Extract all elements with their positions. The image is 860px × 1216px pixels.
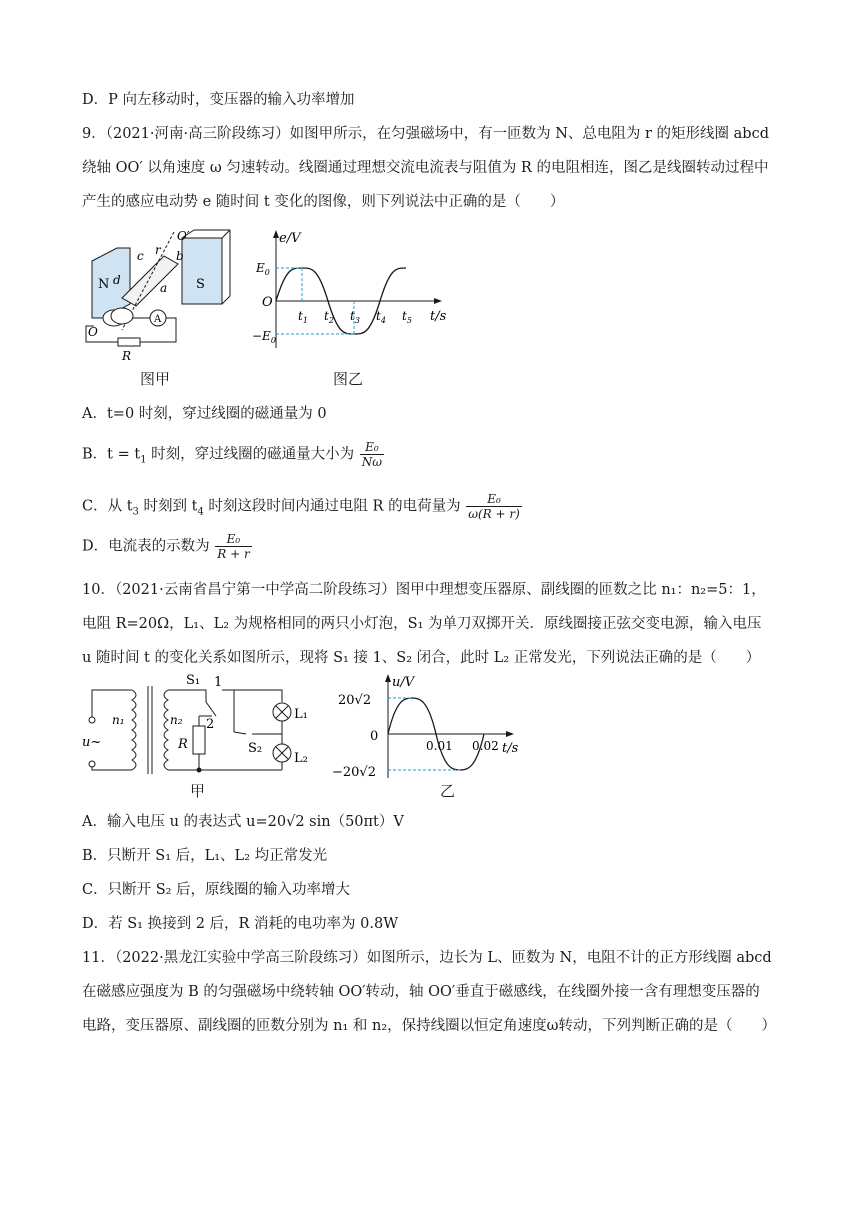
q10-fig2-caption: 乙: [440, 782, 456, 800]
fig-s2-label: S₂: [248, 741, 263, 756]
fig2-label-origin: O: [262, 295, 273, 310]
q10-stem-line3: u 随时间 t 的变化关系如图所示，现将 S₁ 接 1、S₂ 闭合，此时 L₂ 正常发光，下列说法正确的是（ ）: [82, 650, 761, 666]
fig2-tick-t5: $t_5$: [402, 309, 412, 325]
q10-option-b: B．只断开 S₁ 后，L₁、L₂ 均正常发光: [82, 848, 328, 864]
fig-x-002: 0.02: [472, 739, 499, 753]
q9-figure-emf-graph: [252, 228, 482, 358]
fig2-axis-t: t/s: [430, 309, 447, 324]
fig1-label-O: O: [88, 325, 98, 339]
fig1-label-c: c: [137, 249, 144, 263]
fig-r-label: R: [178, 737, 188, 752]
fig2-axis-e: e/V: [279, 231, 301, 246]
q9-fig2-caption: 图乙: [333, 370, 364, 388]
fig-x-001: 0.01: [426, 739, 453, 753]
fig-u-origin: 0: [370, 729, 379, 744]
fig-l2-label: L₂: [294, 751, 308, 766]
fig-u-top: 20√2: [338, 693, 372, 708]
q11-stem-line2: 在磁感应强度为 B 的匀强磁场中绕转轴 OO′转动，轴 OO′垂直于磁感线，在线圈外接一含有理想变压器的: [82, 984, 760, 1000]
fig2-tick-t1: $t_1$: [298, 309, 308, 325]
q9-option-d: D．电流表的示数为 $\frac{\text{E₀}}{R + r}$: [82, 532, 250, 561]
q9-stem-line3: 产生的感应电动势 e 随时间 t 变化的图像，则下列说法中正确的是（ ）: [82, 194, 565, 210]
fig-u-label: u~: [82, 735, 102, 750]
fig1-label-d: d: [113, 273, 121, 287]
fig-n2-label: n₂: [170, 713, 183, 727]
fig-u-axis: u/V: [392, 675, 415, 690]
fig2-tick-t3: $t_3$: [350, 309, 360, 325]
q9-fig1-caption: 图甲: [140, 370, 171, 388]
q11-stem-line1: 11．（2022·黑龙江实验中学高三阶段练习）如图所示，边长为 L、匝数为 N，电阻不计的正方形线圈 abcd: [82, 950, 772, 966]
q10-figure-voltage-graph: [332, 672, 532, 784]
q10-stem-line1: 10．（2021·云南省昌宁第一中学高二阶段练习）图甲中理想变压器原、副线圈的匝数之比 n₁：n₂=5：1，: [82, 582, 766, 598]
fig1-label-S: S: [196, 277, 205, 292]
fig-l1-label: L₁: [294, 707, 308, 722]
fig2-tick-t2: $t_2$: [324, 309, 334, 325]
fig1-label-R: R: [122, 349, 132, 363]
q10-stem-line2: 电阻 R=20Ω，L₁、L₂ 为规格相同的两只小灯泡，S₁ 为单刀双掷开关．原线圈接正弦交变电源，输入电压: [82, 616, 762, 632]
fig-n1-label: n₁: [112, 713, 125, 727]
q10-fig1-caption: 甲: [190, 782, 206, 800]
q9-figure-generator: [82, 226, 232, 366]
q10-option-a: A．输入电压 u 的表达式 u=20√2 sin（50πt）V: [82, 814, 404, 830]
fig-pos2-label: 2: [206, 717, 215, 732]
q8-option-d: D．P 向左移动时，变压器的输入功率增加: [82, 92, 355, 108]
fig2-tick-t4: $t_4$: [376, 309, 386, 325]
fig1-label-a: a: [160, 281, 168, 295]
q9-option-a: A．t=0 时刻，穿过线圈的磁通量为 0: [82, 406, 327, 422]
fig2-label-E0: $E_0$: [256, 261, 270, 277]
fig1-label-N: N: [98, 277, 110, 292]
q9-stem-line2: 绕轴 OO′ 以角速度 ω 匀速转动。线圈通过理想交流电流表与阻值为 R 的电阻相连，图乙是线圈转动过程中: [82, 160, 769, 176]
fig1-label-A: A: [154, 314, 162, 325]
q9-option-c: C．从 $t_3$ 时刻到 $t_4$ 时刻这段时间内通过电阻 R 的电荷量为 $\frac{\text{E₀}}{\omega(R + r)}$: [82, 492, 520, 521]
fig1-label-b: b: [176, 249, 184, 263]
q9-stem-line1: 9．（2021·河南·高三阶段练习）如图甲所示，在匀强磁场中，有一匝数为 N、总电阻为 r 的矩形线圈 abcd: [82, 126, 769, 142]
fig1-label-O-prime: O′: [177, 229, 190, 243]
fig-s1-label: S₁: [186, 673, 201, 688]
fig-u-bottom: −20√2: [332, 765, 376, 780]
fig1-label-r: r: [155, 243, 161, 257]
q10-option-d: D．若 S₁ 换接到 2 后，R 消耗的电功率为 0.8W: [82, 916, 399, 932]
q9-option-b: B．$t = t_1$ 时刻，穿过线圈的磁通量大小为 $\frac{\text{E₀}}{N\omega}$: [82, 440, 383, 469]
q11-stem-line3: 电路，变压器原、副线圈的匝数分别为 n₁ 和 n₂，保持线圈以恒定角速度ω转动，下列判断正确的是（ ）: [82, 1018, 776, 1034]
fig-pos1-label: 1: [214, 675, 223, 690]
q10-option-c: C．只断开 S₂ 后，原线圈的输入功率增大: [82, 882, 351, 898]
fig-t-axis: t/s: [502, 741, 519, 756]
fig2-label-neg-E0: $-E_0$: [252, 329, 276, 345]
